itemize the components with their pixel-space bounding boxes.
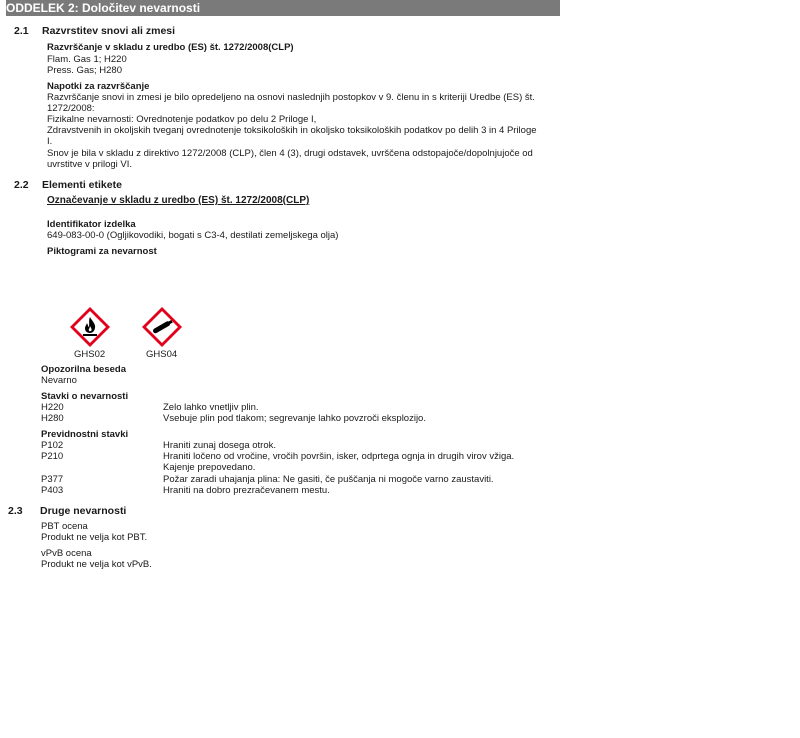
vpvb-value: Produkt ne velja kot vPvB. [41,559,152,570]
clp-line: Press. Gas; H280 [47,65,122,76]
classification-notes-heading: Napotki za razvrščanje [47,81,150,92]
pbt-heading: PBT ocena [41,521,88,532]
precautionary-statements-heading: Previdnostni stavki [41,429,129,440]
section-2-1-title: Razvrstitev snovi ali zmesi [42,25,176,37]
notes-line: Fizikalne nevarnosti: Ovrednotenje podatkov po delu 2 Priloge I, [47,114,317,125]
hazard-text: Vsebuje plin pod tlakom; segrevanje lahko povzroči eksplozijo. [163,413,426,424]
product-identifier-heading: Identifikator izdelka [47,219,136,230]
notes-line: Snov je bila v skladu z direktivo 1272/2008 (CLP), člen 4 (3), drugi odstavek, uvrščena odstopajoče/dopolnjujoče od [47,148,533,159]
hazard-code: H220 [41,402,64,413]
notes-line: Razvrščanje snovi in zmesi je bilo opredeljeno na osnovi naslednjih postopkov v 9. členu in s kriteriji Uredbe (ES) št. [47,92,535,103]
precaution-text: Požar zaradi uhajanja plina: Ne gasiti, če puščanja ni mogoče varno zaustaviti. [163,474,494,485]
notes-line: 1272/2008: [47,103,95,114]
section-2-2-title: Elementi etikete [42,179,122,191]
notes-line: uvrstitve v prilogi VI. [47,159,132,170]
precaution-code: P377 [41,474,64,485]
clp-line: Flam. Gas 1; H220 [47,54,127,65]
flame-icon [69,306,111,348]
precaution-text: Kajenje prepovedano. [163,462,256,473]
hazard-code: H280 [41,413,64,424]
section-title: ODDELEK 2: Določitev nevarnosti [6,1,201,15]
signal-word-heading: Opozorilna beseda [41,364,126,375]
hazard-text: Zelo lahko vnetljiv plin. [163,402,259,413]
section-2-1-number: 2.1 [14,25,29,37]
clp-classification-heading: Razvrščanje v skladu z uredbo (ES) št. 1272/2008(CLP) [47,42,294,53]
notes-line: Zdravstvenih in okoljskih tveganj ovrednotenje toksikoloških in okoljsko toksikoloških podatkov po delih 3 in 4 Priloge [47,125,537,136]
precaution-code: P403 [41,485,64,496]
gas-cylinder-icon [141,306,183,348]
pictogram-code: GHS04 [146,349,178,360]
precaution-code: P210 [41,451,64,462]
precaution-text: Hraniti zunaj dosega otrok. [163,440,277,451]
pbt-value: Produkt ne velja kot PBT. [41,532,148,543]
notes-line: I. [47,136,53,147]
precaution-code: P102 [41,440,64,451]
signal-word-value: Nevarno [41,375,77,386]
clp-labelling-heading: Označevanje v skladu z uredbo (ES) št. 1272/2008(CLP) [47,195,310,206]
hazard-statements-heading: Stavki o nevarnosti [41,391,129,402]
pictograms-heading: Piktogrami za nevarnost [47,246,157,257]
section-2-3-title: Druge nevarnosti [40,505,127,517]
precaution-text: Hraniti na dobro prezračevanem mestu. [163,485,330,496]
product-identifier-value: 649-083-00-0 (Ogljikovodiki, bogati s C3-4, destilati zemeljskega olja) [47,230,339,241]
precaution-text: Hraniti ločeno od vročine, vročih površin, isker, odprtega ognja in drugih virov vžiga. [163,451,515,462]
section-2-2-number: 2.2 [14,179,29,191]
vpvb-heading: vPvB ocena [41,548,92,559]
pictogram-code: GHS02 [74,349,106,360]
section-2-3-number: 2.3 [8,505,23,517]
